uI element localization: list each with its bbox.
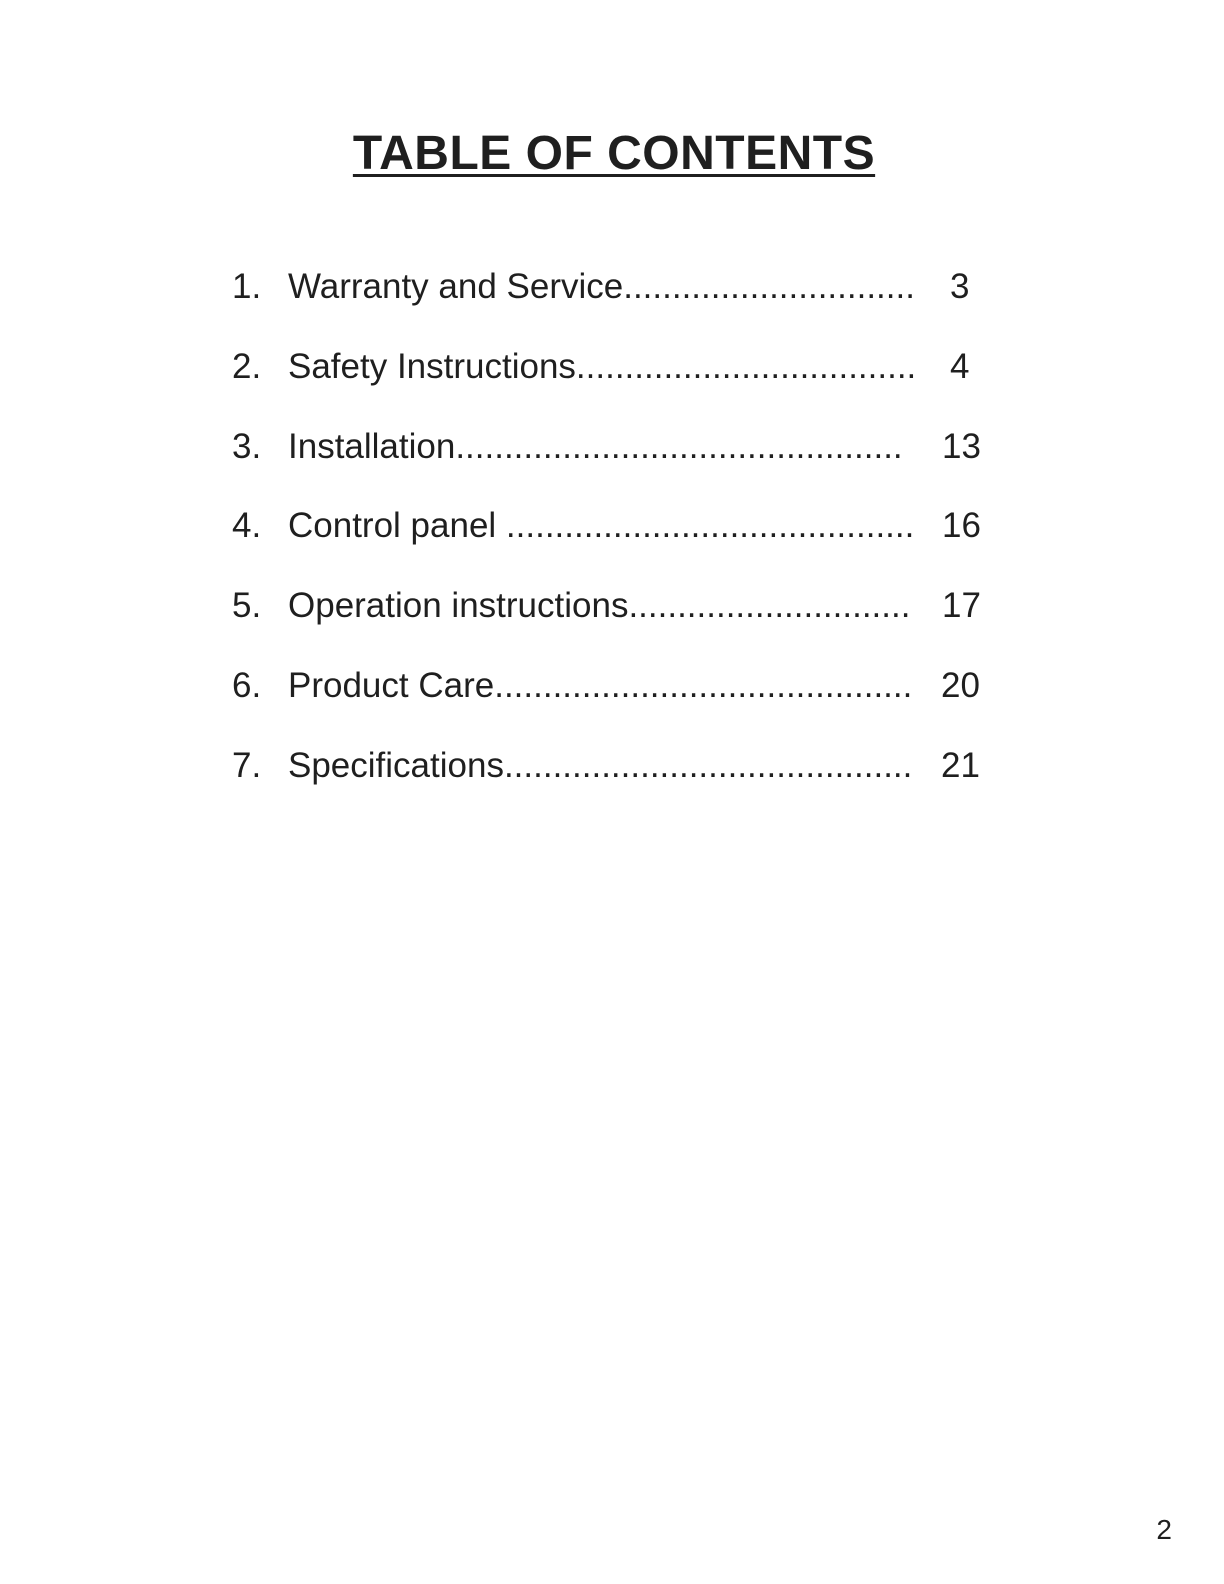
toc-leader-dots: ............................. xyxy=(628,586,911,626)
toc-entry-number: 7. xyxy=(232,745,262,785)
toc-leader-dots: .............................. xyxy=(623,267,915,306)
toc-entry-title-text: Operation instructions xyxy=(288,586,629,626)
toc-entry-title-text: Installation xyxy=(288,426,456,466)
toc-entry-title-text: Control panel xyxy=(288,506,497,546)
toc-entry-title xyxy=(288,501,914,551)
toc-list xyxy=(232,262,992,821)
toc-entry-title xyxy=(288,422,903,472)
toc-entry[interactable] xyxy=(232,422,992,502)
toc-entry-page: 20 xyxy=(941,665,980,705)
toc-leader-dots: .......................................... xyxy=(503,745,913,785)
toc-entry[interactable] xyxy=(232,262,992,342)
toc-entry-number: 2. xyxy=(232,346,262,386)
toc-entry[interactable] xyxy=(232,741,992,821)
toc-entry-title-text: Product Care xyxy=(288,665,495,705)
toc-leader-dots: ........................................... xyxy=(494,665,913,705)
toc-entry-page: 3 xyxy=(950,267,970,306)
toc-entry-number: 5. xyxy=(232,586,262,626)
toc-entry-title-text: Safety Instructions xyxy=(288,346,576,386)
toc-entry-page: 17 xyxy=(942,586,981,626)
toc-entry-title xyxy=(288,741,912,791)
toc-entry-number: 6. xyxy=(232,665,262,705)
toc-entry[interactable] xyxy=(232,581,992,661)
toc-entry-title xyxy=(288,342,916,392)
toc-entry-number: 1. xyxy=(232,267,262,306)
toc-entry-number: 4. xyxy=(232,506,262,546)
page-number: 2 xyxy=(1156,1514,1172,1545)
toc-entry-number: 3. xyxy=(232,426,262,466)
toc-entry-title-text: Warranty and Service xyxy=(288,267,624,306)
toc-leader-dots: .......................................... xyxy=(496,506,915,546)
toc-entry-page: 13 xyxy=(942,426,981,466)
toc-leader-dots: .............................................. xyxy=(455,426,903,466)
page-title: TABLE OF CONTENTS xyxy=(352,127,876,180)
toc-entry-page: 16 xyxy=(942,506,981,546)
toc-entry-title-text: Specifications xyxy=(288,745,504,785)
toc-entry[interactable] xyxy=(232,661,992,741)
toc-entry-page: 21 xyxy=(941,745,980,785)
toc-leader-dots: ................................... xyxy=(575,346,917,386)
toc-entry[interactable] xyxy=(232,501,992,581)
toc-entry-title xyxy=(288,581,910,631)
toc-entry-page: 4 xyxy=(950,346,970,386)
toc-entry-title xyxy=(288,262,915,312)
toc-entry[interactable] xyxy=(232,342,992,422)
toc-entry-title xyxy=(288,661,912,711)
